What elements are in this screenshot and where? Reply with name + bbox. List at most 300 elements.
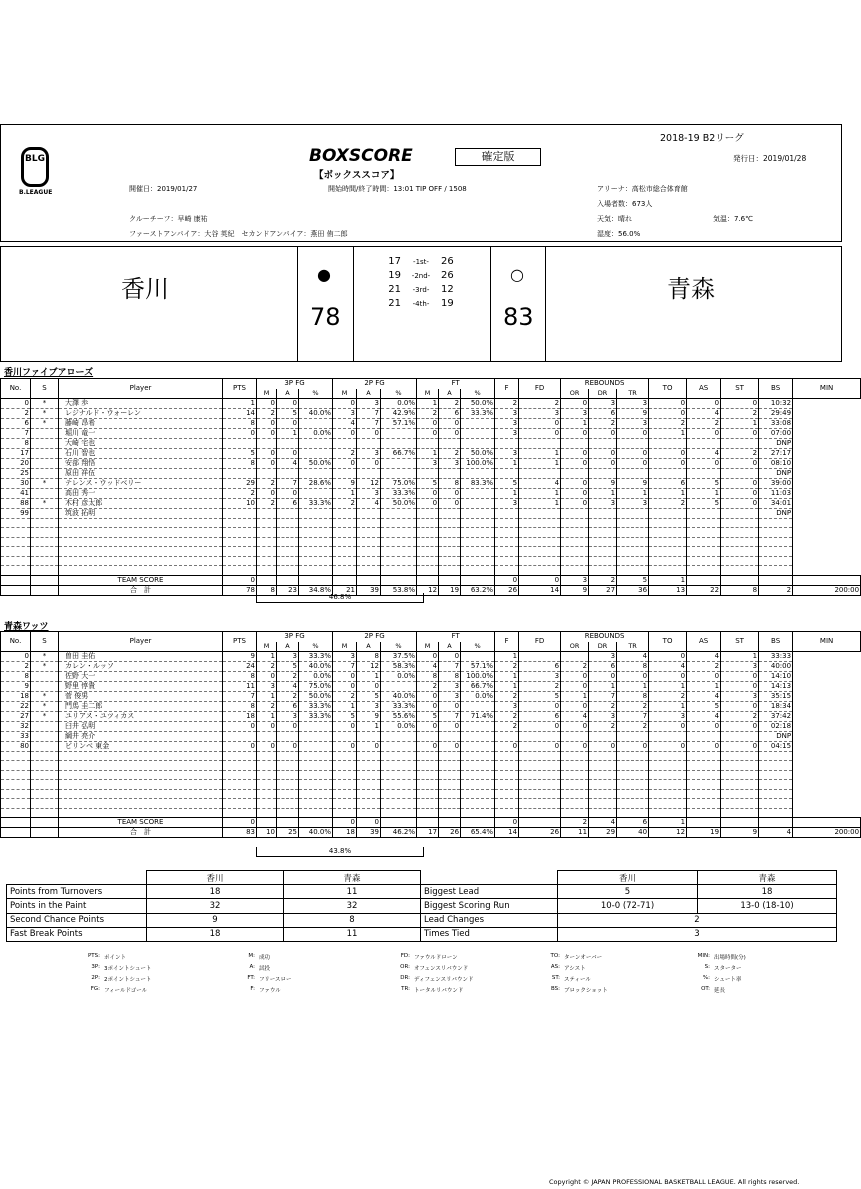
table-cell: 66.7% [381,448,417,458]
legend-value: フィールドゴール [104,988,148,994]
column-header: PTS [223,632,257,652]
table-cell: 3 [257,681,277,691]
table-cell [561,770,589,780]
table-cell: 3 [495,448,519,458]
table-cell [381,537,417,547]
table-cell [519,780,561,790]
table-cell: 1 [617,488,649,498]
table-cell [277,761,299,771]
table-cell: 0 [561,671,589,681]
table-cell [223,528,257,538]
table-cell: 2 [257,661,277,671]
column-header: TO [649,379,687,399]
legend-value: ファウルドローン [414,955,458,961]
table-cell: 0 [417,428,439,438]
table-cell [381,566,417,576]
header-box [0,124,842,242]
summary-away-header: 青森 [698,871,837,885]
table-cell: 10 [223,498,257,508]
table-cell: 1 [687,681,721,691]
summary-label: Times Tied [421,927,558,941]
table-cell [417,468,439,478]
table-cell [299,488,333,498]
table-cell [759,528,793,538]
table-cell: 曽田 圭佑 [59,651,223,661]
table-cell: 1 [519,458,561,468]
table-cell [277,575,299,585]
table-cell: 4 [759,828,793,838]
table-cell: 0 [687,398,721,408]
table-cell [721,751,759,761]
table-cell [617,468,649,478]
table-cell: 3 [617,418,649,428]
table-cell: 3 [589,498,617,508]
table-cell: 33.3% [299,711,333,721]
total-label: 合 計 [59,828,223,838]
table-row [1,808,861,818]
table-cell: 5 [417,711,439,721]
table-cell [617,528,649,538]
table-cell: 04:15 [759,741,793,751]
table-cell [31,799,59,809]
column-subheader: % [381,642,417,652]
table-cell [333,751,357,761]
away-boxscore-table [0,631,861,838]
table-cell [357,761,381,771]
table-cell [687,508,721,518]
table-cell [519,547,561,557]
table-cell [333,537,357,547]
away-fg-pct: 43.8% [256,847,424,857]
table-cell: 66.7% [461,681,495,691]
table-cell: 7 [223,691,257,701]
summary-label: Fast Break Points [7,927,147,941]
table-cell [223,438,257,448]
table-cell: 37.5% [381,651,417,661]
table-cell: 27 [1,711,31,721]
table-cell: 0.0% [381,398,417,408]
table-cell: 2 [617,721,649,731]
table-cell: 0 [333,398,357,408]
table-cell: 0 [223,428,257,438]
column-header: AS [687,379,721,399]
table-cell: 2 [333,448,357,458]
table-cell: 50.0% [381,498,417,508]
table-cell [59,566,223,576]
legend-value: 試投 [259,966,271,972]
table-cell: 4 [687,691,721,701]
table-cell [461,701,495,711]
table-cell: 3 [277,711,299,721]
table-cell: 9 [1,681,31,691]
table-row [1,701,861,711]
table-cell: 3 [561,575,589,585]
table-cell: 33.3% [381,488,417,498]
table-cell [461,498,495,508]
table-cell [417,751,439,761]
home-team-title: 香川ファイブアローズ [4,368,94,378]
table-cell [439,547,461,557]
table-cell: 0 [561,721,589,731]
table-cell [1,537,31,547]
table-cell: 0 [417,488,439,498]
table-cell: 0 [257,428,277,438]
table-cell: 1 [589,681,617,691]
table-cell: 40.0% [299,828,333,838]
table-cell [357,770,381,780]
table-row [1,691,861,701]
table-cell: * [31,408,59,418]
table-cell: 1 [561,691,589,701]
table-cell [1,566,31,576]
legend-value: 3ポイントシュート [104,966,152,972]
table-cell [687,799,721,809]
table-cell [687,731,721,741]
table-cell [721,547,759,557]
column-subheader: DR [589,389,617,399]
legend-value: ブロックショット [564,988,608,994]
table-cell: 4 [333,418,357,428]
table-cell [299,741,333,751]
table-cell [333,761,357,771]
table-cell [417,556,439,566]
table-cell [461,566,495,576]
table-cell [417,547,439,557]
table-cell: 3 [721,661,759,671]
table-cell: 7 [357,408,381,418]
table-cell [417,566,439,576]
table-cell: 3 [357,448,381,458]
table-cell: 100.0% [461,458,495,468]
table-cell [519,751,561,761]
table-cell: 0 [687,458,721,468]
table-cell: 4 [687,448,721,458]
table-cell [439,518,461,528]
column-subheader: M [257,642,277,652]
table-cell: 0 [721,671,759,681]
table-cell: 4 [277,458,299,468]
table-cell: 0 [417,498,439,508]
table-row [1,721,861,731]
season-label: 2018-19 B2リーグ [660,133,744,144]
logo-letters: BLG [25,154,45,164]
summary-label: Points from Turnovers [7,885,147,899]
table-cell [31,488,59,498]
table-cell: 3 [417,458,439,468]
table-cell [1,547,31,557]
table-cell [687,789,721,799]
table-cell: 0 [257,741,277,751]
table-cell [299,761,333,771]
table-cell: 2 [277,691,299,701]
table-cell: 5 [495,478,519,488]
table-cell: 0 [721,488,759,498]
table-cell [617,780,649,790]
table-cell [617,799,649,809]
table-cell [333,547,357,557]
home-result-mark: ● [317,265,331,284]
table-cell: 1 [649,701,687,711]
table-cell: * [31,691,59,701]
table-cell [461,547,495,557]
table-cell: 2 [687,661,721,671]
table-cell [649,518,687,528]
table-row [1,711,861,721]
table-cell: 1 [223,398,257,408]
table-cell: 4 [617,651,649,661]
home-team-name: 香川 [121,275,169,303]
table-cell [417,508,439,518]
table-cell [277,468,299,478]
table-cell: 8 [617,691,649,701]
column-header: Player [59,632,223,652]
table-cell [277,566,299,576]
table-cell [417,789,439,799]
table-cell [495,780,519,790]
table-cell [277,731,299,741]
team-score-label: TEAM SCORE [59,575,223,585]
table-cell [721,799,759,809]
table-cell: 33 [1,731,31,741]
legend-value: オフェンスリバウンド [414,966,469,972]
home-boxscore-table [0,378,861,596]
table-cell: 0 [277,741,299,751]
table-cell [759,518,793,528]
page-title: BOXSCORE [309,146,413,166]
table-cell [357,518,381,528]
table-cell: 0.0% [461,691,495,701]
legend-value: ターンオーバー [564,955,603,961]
table-cell [439,566,461,576]
table-cell [381,575,417,585]
column-header: TO [649,632,687,652]
legend-value: スターター [714,966,742,972]
legend-key: 3P: [91,964,100,970]
column-header: 3P FG [257,379,333,389]
table-cell: DNP [759,468,793,478]
table-cell: 8 [223,458,257,468]
table-cell: 33.3% [381,701,417,711]
table-cell: 02:18 [759,721,793,731]
table-cell [299,731,333,741]
table-cell: 0 [357,681,381,691]
table-cell: 19 [439,585,461,595]
table-cell: 18 [1,691,31,701]
table-cell: 2 [417,408,439,418]
table-cell [299,537,333,547]
table-cell: 5 [519,691,561,701]
attendance: 入場者数：673人 [597,200,653,208]
table-cell: 0 [333,721,357,731]
team-score-row [1,575,861,585]
table-cell: 0 [333,741,357,751]
table-cell: 9 [333,478,357,488]
table-row [1,761,861,771]
table-cell [381,731,417,741]
table-cell [759,566,793,576]
table-cell [439,528,461,538]
table-cell [721,575,759,585]
table-cell: 0 [417,691,439,701]
table-cell: 0 [417,701,439,711]
column-subheader: OR [561,642,589,652]
table-cell [381,468,417,478]
table-cell [561,556,589,566]
table-cell: 7 [357,418,381,428]
table-cell [439,789,461,799]
table-cell [299,780,333,790]
table-cell [381,518,417,528]
table-cell [687,556,721,566]
table-cell: 55.6% [381,711,417,721]
column-subheader: % [461,389,495,399]
table-cell [439,508,461,518]
table-cell [417,575,439,585]
table-cell: 3 [495,418,519,428]
table-cell: 藤崎 昂希 [59,418,223,428]
legend-key: TO: [550,953,560,959]
table-cell [687,808,721,818]
table-cell: 21 [333,585,357,595]
table-cell: 0 [687,721,721,731]
table-cell: 33.3% [461,408,495,418]
table-cell: 3 [561,408,589,418]
legend-key: FT: [247,975,255,981]
table-cell: 3 [589,651,617,661]
table-cell [439,761,461,771]
table-cell [561,731,589,741]
table-cell: 07:00 [759,428,793,438]
table-cell: 3 [617,398,649,408]
table-cell [495,566,519,576]
table-cell [333,789,357,799]
table-cell: 40 [617,828,649,838]
table-row [1,731,861,741]
table-cell: 0 [617,741,649,751]
table-row [1,799,861,809]
table-cell: 34.8% [299,585,333,595]
table-cell [381,681,417,691]
table-cell: 12 [357,661,381,671]
table-cell [31,681,59,691]
column-header: REBOUNDS [561,379,649,389]
table-cell: 7 [1,428,31,438]
table-cell [417,808,439,818]
column-header: No. [1,632,31,652]
table-cell [357,780,381,790]
table-cell [417,799,439,809]
table-cell [357,528,381,538]
table-cell [1,751,31,761]
column-subheader: DR [589,642,617,652]
table-row [1,671,861,681]
table-cell [461,651,495,661]
table-cell: 0 [257,488,277,498]
table-cell [381,428,417,438]
table-cell: 1 [721,651,759,661]
table-row [1,556,861,566]
table-cell: 2 [561,661,589,671]
table-cell [461,808,495,818]
table-cell: 14:10 [759,671,793,681]
table-cell [357,808,381,818]
table-cell [519,537,561,547]
table-cell [759,556,793,566]
table-cell [439,780,461,790]
column-header: MIN [793,632,861,652]
table-cell [299,751,333,761]
table-cell [461,518,495,528]
table-cell: 37:42 [759,711,793,721]
table-cell: 佐野 大一 [59,671,223,681]
summary-value: 8 [284,913,421,927]
table-cell: 2 [495,711,519,721]
table-cell: 0 [721,498,759,508]
table-cell [223,731,257,741]
table-cell [439,575,461,585]
table-cell [299,575,333,585]
table-cell: 32 [1,721,31,731]
table-cell: 3 [333,651,357,661]
table-cell [299,818,333,828]
table-cell [223,547,257,557]
table-cell [461,575,495,585]
table-cell: 5 [223,448,257,458]
table-cell [561,789,589,799]
table-cell [439,770,461,780]
table-cell [381,789,417,799]
summary-label: Points in the Paint [7,899,147,913]
table-cell [461,761,495,771]
table-cell [417,818,439,828]
table-cell [357,566,381,576]
table-cell [649,537,687,547]
table-cell: 22 [1,701,31,711]
table-cell [519,556,561,566]
table-cell: 0 [721,701,759,711]
table-cell: 0 [439,701,461,711]
table-cell: 8 [1,671,31,681]
table-row [1,428,861,438]
table-cell [223,780,257,790]
table-cell [561,751,589,761]
legend-key: AS: [550,964,560,970]
table-cell [461,537,495,547]
table-cell: 1 [495,681,519,691]
table-cell: 1 [495,671,519,681]
table-cell [461,468,495,478]
table-cell: 2 [589,575,617,585]
table-cell [721,438,759,448]
summary-label: Biggest Scoring Run [421,899,558,913]
table-cell: 1 [561,418,589,428]
table-cell: 23 [277,585,299,595]
table-cell [357,508,381,518]
table-cell [31,518,59,528]
table-cell: 3 [495,428,519,438]
arena: アリーナ：高松市総合体育館 [597,185,688,193]
table-cell: 13 [649,585,687,595]
table-cell: 1 [495,458,519,468]
table-cell: 9 [223,651,257,661]
table-cell [589,770,617,780]
column-subheader: TR [617,389,649,399]
table-cell: 1 [333,701,357,711]
table-cell [721,789,759,799]
table-cell: 0 [417,651,439,661]
table-cell: 8 [1,438,31,448]
table-cell: 3 [333,408,357,418]
